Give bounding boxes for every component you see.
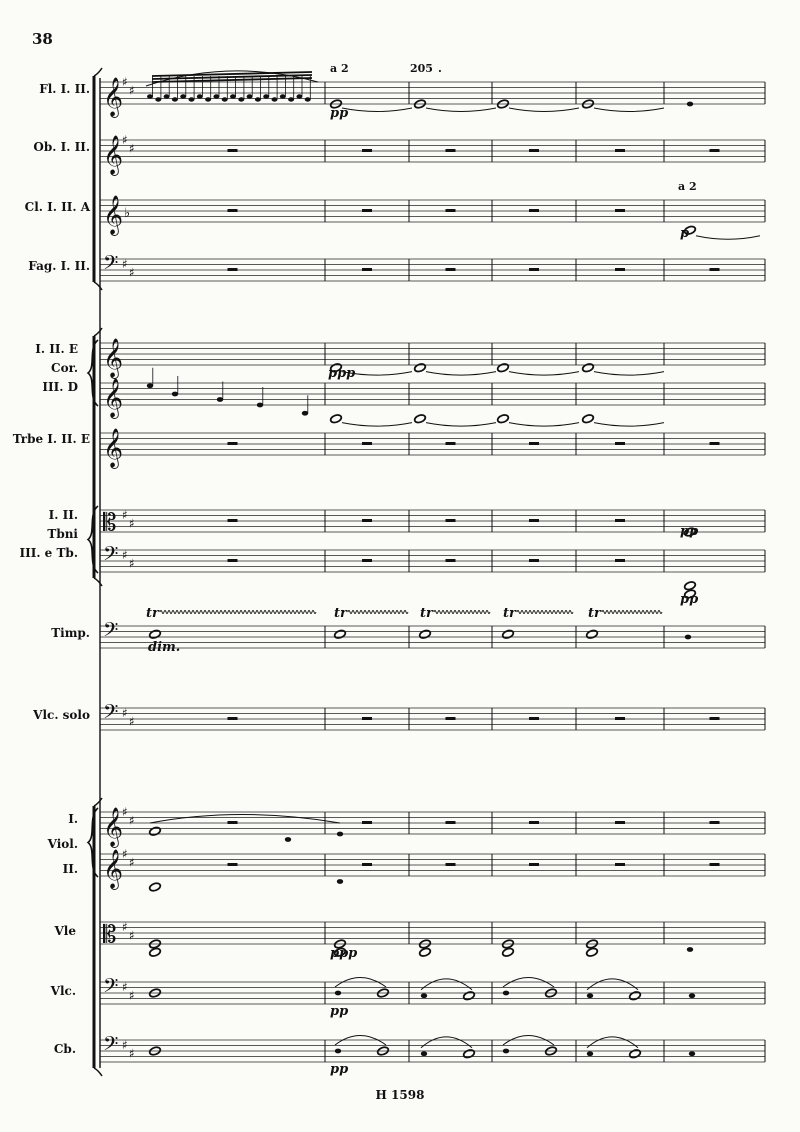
flute-sixteenth-note — [205, 97, 211, 101]
horn3-whole-note — [497, 414, 510, 424]
flute-sixteenth-note — [263, 94, 269, 98]
whole-rest — [228, 717, 238, 720]
whole-rest — [446, 559, 456, 562]
bass-slur — [587, 1037, 638, 1048]
viola-chord-note — [586, 947, 599, 957]
horn3-quarter-note — [147, 383, 153, 388]
clef-bass: 𝄢 — [103, 542, 119, 570]
label-trombones-group: Tbni — [47, 527, 78, 541]
key-sharp: ♯ — [122, 847, 128, 861]
horn-whole-note — [414, 363, 427, 373]
key-sharp: ♯ — [129, 83, 135, 98]
clef-bass: 𝄢 — [103, 251, 119, 279]
clef-treble: 𝄞 — [103, 428, 124, 468]
whole-rest — [446, 149, 456, 152]
timpani-whole-note — [586, 629, 599, 639]
label-timpani: Timp. — [51, 626, 90, 640]
violin2-whole-note — [149, 882, 162, 892]
clef-alto: 𝄡 — [103, 920, 117, 949]
horn-tie — [509, 372, 579, 376]
viola-eighth-note — [687, 947, 693, 952]
label-horns-1-2: I. II. E — [35, 342, 78, 356]
whole-rest — [615, 559, 625, 562]
trombone3-whole-note — [684, 581, 697, 591]
bass-eighth-note — [689, 1051, 695, 1056]
key-flat: ♭ — [124, 205, 131, 221]
whole-rest — [615, 863, 625, 866]
violin2-quarter-note — [337, 879, 343, 884]
key-sharp: ♯ — [129, 556, 135, 571]
label-trombone-3-tuba: III. e Tb. — [19, 546, 78, 560]
whole-rest — [228, 268, 238, 271]
horn3-quarter-note — [257, 403, 263, 408]
flute-sixteenth-note — [197, 94, 203, 98]
label-cellos: Vlc. — [50, 984, 76, 998]
flute-sixteenth-note — [238, 97, 244, 101]
flute-sixteenth-note — [305, 97, 311, 101]
whole-rest — [228, 863, 238, 866]
key-sharp: ♯ — [122, 1038, 128, 1052]
flute-dynamic: pp — [330, 106, 349, 121]
whole-rest — [362, 559, 372, 562]
whole-rest — [228, 442, 238, 445]
clarinet-dynamic: p — [680, 226, 690, 241]
trill-wavy-line — [517, 611, 573, 614]
cello-dotted-quarter — [421, 993, 427, 998]
whole-rest — [228, 149, 238, 152]
whole-rest — [529, 209, 539, 212]
timpani-trill-1: tr — [146, 606, 159, 621]
clef-treble: 𝄞 — [103, 378, 124, 418]
violin1-slur — [150, 815, 340, 824]
timpani-trill-3: tr — [420, 606, 433, 621]
clef-treble: 𝄞 — [103, 338, 124, 378]
trombone3-dynamic: pp — [680, 592, 699, 607]
whole-rest — [362, 821, 372, 824]
label-violins-group: Viol. — [47, 837, 78, 851]
label-basses: Cb. — [53, 1042, 76, 1056]
violin1-half-note — [149, 826, 162, 836]
bass-half-note — [629, 1049, 642, 1059]
flute-tie — [426, 108, 496, 112]
whole-rest — [529, 268, 539, 271]
key-sharp: ♯ — [122, 548, 128, 562]
cello-dotted-quarter — [335, 991, 341, 996]
cello-slur — [587, 979, 638, 990]
whole-rest — [446, 821, 456, 824]
flute-sixteenth-note — [247, 94, 253, 98]
label-flutes: Fl. I. II. — [39, 82, 90, 96]
whole-rest — [529, 717, 539, 720]
flute-eighth-note — [687, 102, 693, 107]
label-horns-3: III. D — [42, 380, 78, 394]
flute-sixteenth-note — [222, 97, 228, 101]
viola-chord-note — [149, 947, 162, 957]
whole-rest — [228, 821, 238, 824]
timpani-whole-note — [149, 629, 162, 639]
bass-dotted-quarter — [335, 1049, 341, 1054]
whole-rest — [529, 519, 539, 522]
whole-rest — [710, 863, 720, 866]
label-trumpets: Trbe I. II. E — [12, 432, 90, 446]
clef-bass: 𝄢 — [103, 618, 119, 646]
timpani-trill-4: tr — [503, 606, 516, 621]
flute-a2-marking: a 2 — [330, 62, 349, 75]
flute-sixteenth-note — [164, 94, 170, 98]
flute-tie — [342, 108, 412, 112]
key-sharp: ♯ — [129, 928, 135, 943]
label-oboes: Ob. I. II. — [33, 140, 90, 154]
clef-alto: 𝄡 — [103, 508, 117, 537]
label-horns-group: Cor. — [51, 361, 78, 375]
timpani-trill-2: tr — [334, 606, 347, 621]
horn3-whole-note — [330, 414, 343, 424]
label-trombones-1-2: I. II. — [48, 508, 78, 522]
whole-rest — [228, 209, 238, 212]
flute-sixteenth-note — [288, 97, 294, 101]
clef-bass: 𝄢 — [103, 700, 119, 728]
whole-rest — [446, 717, 456, 720]
viola-chord-note — [419, 947, 432, 957]
whole-rest — [529, 442, 539, 445]
horn3-tie — [594, 423, 664, 427]
horn-whole-note — [497, 363, 510, 373]
timpani-whole-note — [502, 629, 515, 639]
key-sharp: ♯ — [129, 855, 135, 870]
horn3-tie — [342, 423, 412, 427]
whole-rest — [362, 209, 372, 212]
violin1-quarter-note — [285, 837, 291, 842]
bass-dotted-quarter — [503, 1049, 509, 1054]
flute-sixteenth-note — [280, 94, 286, 98]
flute-sixteenth-note — [272, 97, 278, 101]
flute-sixteenth-note — [172, 97, 178, 101]
whole-rest — [362, 519, 372, 522]
cello-dotted-quarter — [587, 993, 593, 998]
trombone-dynamic: pp — [680, 524, 699, 539]
whole-rest — [615, 442, 625, 445]
cello-half-note — [629, 991, 642, 1001]
horn-tie — [426, 372, 496, 376]
trill-wavy-line — [160, 611, 316, 614]
timpani-whole-note — [334, 629, 347, 639]
flute-tie — [594, 108, 664, 112]
flute-sixteenth-note — [155, 97, 161, 101]
horn-whole-note — [582, 363, 595, 373]
flute-tie — [509, 108, 579, 112]
clef-bass: 𝄢 — [103, 974, 119, 1002]
label-violins-2: II. — [62, 862, 78, 876]
timpani-dynamic: dim. — [148, 640, 181, 655]
cello-half-note — [463, 991, 476, 1001]
whole-rest — [529, 149, 539, 152]
clef-treble: 𝄞 — [103, 135, 124, 175]
flute-sixteenth-note — [296, 94, 302, 98]
bass-dotted-quarter — [587, 1051, 593, 1056]
whole-rest — [710, 442, 720, 445]
rehearsal-number: 205 — [410, 62, 433, 75]
whole-rest — [446, 209, 456, 212]
whole-rest — [446, 519, 456, 522]
key-sharp: ♯ — [129, 1046, 135, 1061]
whole-rest — [362, 717, 372, 720]
rehearsal-dot: . — [438, 62, 442, 75]
key-sharp: ♯ — [129, 141, 135, 156]
whole-rest — [615, 821, 625, 824]
clarinet-a2-marking: a 2 — [678, 180, 697, 193]
label-clarinets: Cl. I. II. A — [24, 200, 90, 214]
label-cello-solo: Vlc. solo — [33, 708, 90, 722]
trill-wavy-line — [434, 611, 490, 614]
whole-rest — [362, 863, 372, 866]
clef-treble: 𝄞 — [103, 807, 124, 847]
whole-rest — [362, 442, 372, 445]
violin1-quarter-note — [337, 832, 343, 837]
trill-wavy-line — [602, 611, 662, 614]
flute-sixteenth-note — [230, 94, 236, 98]
clef-treble: 𝄞 — [103, 195, 124, 235]
viola-dynamic: ppp — [330, 946, 358, 961]
key-sharp: ♯ — [129, 714, 135, 729]
cello-dotted-quarter — [503, 991, 509, 996]
horn-dynamic: ppp — [328, 366, 356, 381]
flute-sixteenth-note — [147, 94, 153, 98]
label-violins-1: I. — [68, 812, 78, 826]
key-sharp: ♯ — [129, 265, 135, 280]
key-sharp: ♯ — [129, 813, 135, 828]
bass-dynamic: pp — [330, 1062, 349, 1077]
bass-dotted-quarter — [421, 1051, 427, 1056]
whole-rest — [228, 519, 238, 522]
cello-eighth-note — [689, 993, 695, 998]
clarinet-tie — [696, 236, 760, 240]
horn3-whole-note — [582, 414, 595, 424]
footer-code: H 1598 — [375, 1088, 425, 1102]
whole-rest — [615, 519, 625, 522]
key-sharp: ♯ — [122, 257, 128, 271]
key-sharp: ♯ — [122, 805, 128, 819]
flute-sixteenth-note — [255, 97, 261, 101]
key-sharp: ♯ — [122, 980, 128, 994]
cello-dynamic: pp — [330, 1004, 349, 1019]
whole-rest — [710, 821, 720, 824]
key-sharp: ♯ — [129, 988, 135, 1003]
horn-tie — [594, 372, 664, 376]
whole-rest — [529, 821, 539, 824]
horn3-tie — [426, 423, 496, 427]
timpani-whole-note — [419, 629, 432, 639]
whole-rest — [228, 559, 238, 562]
whole-rest — [446, 442, 456, 445]
timpani-eighth-note — [685, 635, 691, 640]
key-sharp: ♯ — [122, 133, 128, 147]
bass-half-note — [463, 1049, 476, 1059]
whole-rest — [362, 149, 372, 152]
label-bassoons: Fag. I. II. — [28, 259, 90, 273]
whole-rest — [446, 268, 456, 271]
timpani-trill-5: tr — [588, 606, 601, 621]
whole-rest — [529, 559, 539, 562]
bass-slur — [421, 1037, 472, 1048]
trill-wavy-line — [348, 611, 408, 614]
whole-rest — [446, 863, 456, 866]
clef-bass: 𝄢 — [103, 1032, 119, 1060]
page-number: 38 — [32, 30, 53, 48]
key-sharp: ♯ — [122, 75, 128, 89]
horn3-quarter-note — [172, 392, 178, 397]
whole-rest — [615, 209, 625, 212]
clef-treble: 𝄞 — [103, 77, 124, 117]
whole-rest — [615, 717, 625, 720]
clef-treble: 𝄞 — [103, 849, 124, 889]
horn3-whole-note — [414, 414, 427, 424]
key-sharp: ♯ — [122, 920, 128, 934]
whole-rest — [362, 268, 372, 271]
cello-slur — [421, 979, 472, 990]
whole-rest — [710, 268, 720, 271]
label-violas: Vle — [54, 924, 76, 938]
whole-rest — [710, 717, 720, 720]
whole-rest — [529, 863, 539, 866]
viola-chord-note — [502, 947, 515, 957]
flute-sixteenth-note — [180, 94, 186, 98]
horn3-quarter-note — [217, 397, 223, 402]
key-sharp: ♯ — [122, 508, 128, 522]
whole-rest — [710, 149, 720, 152]
flute-sixteenth-note — [189, 97, 195, 101]
horn3-quarter-note — [302, 411, 308, 416]
flute-sixteenth-note — [213, 94, 219, 98]
horn3-tie — [509, 423, 579, 427]
whole-rest — [615, 268, 625, 271]
key-sharp: ♯ — [129, 516, 135, 531]
key-sharp: ♯ — [122, 706, 128, 720]
whole-rest — [615, 149, 625, 152]
